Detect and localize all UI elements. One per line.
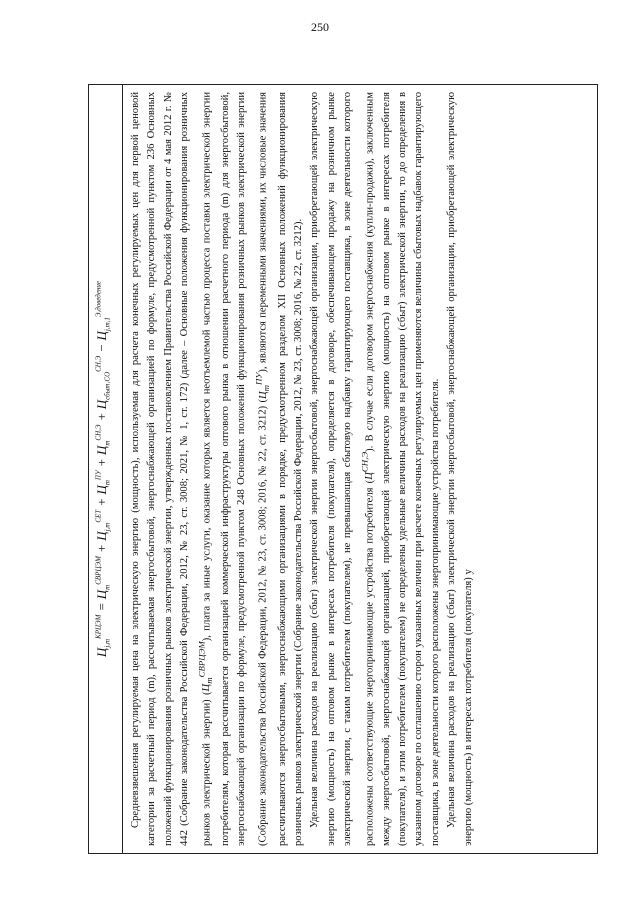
- formula-term-2: $Ц_{j,m}^{СЕТ}$: [94, 509, 112, 541]
- rotated-page-content: [88, 84, 598, 854]
- symbol-pu: $Ц_m^{ПУ}$: [253, 372, 272, 399]
- paragraph-1: Средневзвешенная регулируемая цена на электрическую энергию (мощность), используемая для расчета конечных регулируемых цен для первой ценовой категории за расчетный период (m), рассчитываемая энергосбытовой, энергоснабжающей организацией по формуле, предусмотренной пунктом 236 Основных положений функционирования розничных рынков электрической энергии, утвержденных постановлением Правительства Российской Федерации от 4 мая 2012 г. № 442 (Собрание законодательства Российской Федерации, 2012, № 23, ст. 3008; 2021, № 1, ст. 172) (далее – Основные положения функционирования розничных рынков электрической энергии) $(Ц_m^{СВРЦЭМ})$, плата за иные услуги, оказание которых является неотъемлемой частью процесса поставки электрической энергии потребителям, которая рассчитывается организацией коммерческой инфраструктуры оптового рынка в отношении расчетного периода (m) для энергосбытовой, энергоснабжающей организации по формуле, предусмотренной пунктом 248 Основных положений функционирования розничных рынков электрической энергии (Собрание законодательства Российской Федерации, 2012, № 23, ст. 3008; 2016, № 22, ст. 3212) $(Ц_m^{ПУ})$, являются переменными значениями, их числовые значения рассчитываются энергосбытовыми, энергоснабжающими организациями в порядке, предусмотренном разделом XII Основных положений функционирования розничных рынков электрической энергии (Собрание законодательства Российской Федерации, 2012, № 23, ст. 3008; 2016, № 22, ст. 3212).: [130, 91, 304, 846]
- paragraph-2: Удельная величина расходов на реализацию (сбыт) электрической энергии энергосбытовой, энергоснабжающей организации, приобретающей электрическую энергию (мощность) на оптовом рынке в интересах потребителя (покупателя), определяется в договоре, обеспечивающем продажу на розничном рынке электрической энергии, с таким потребителем (покупателем), не превышающая сбытовую надбавку гарантирующего поставщика, в зоне деятельности которого расположены соответствующие энергопринимающие устройства потребителя $(Ц^{СН,Э})$. В случае если договором энергоснабжения (купли-продажи), заключенным между энергосбытовой, энергоснабжающей организацией, приобретающей электрическую энергию (мощность) на оптовом рынке в интересах потребителя (покупателя), и этим потребителем (покупателем) не определены удельные величины расходов на реализацию (сбыт) электрической энергии, то до определения в указанном договоре по соглашению сторон указанных величин при расчете конечных регулируемых цен применяются величины сбытовых надбавок гарантирующего поставщика, в зоне деятельности которого расположены энергопринимающие устройства потребителя.: [309, 91, 441, 846]
- symbol-svrtsem: $Ц_m^{СВРЦЭМ}$: [196, 641, 215, 692]
- page-number: 250: [311, 20, 329, 34]
- formula-term-6: $Ц_{j,m,1}^{Э,доведение}$: [94, 280, 112, 341]
- price-formula: $Ц_{j,m}^{КРЦЭМ} = Ц_m^{СВРЦЭМ} + Ц_{j,m}^{СЕТ} + Ц_m^{ПУ} + Ц_m^{СН,Э} + Ц_{сбыт,СО}^{СН,Э} - Ц_{j,m,1}^{Э,доведение}$: [94, 280, 112, 658]
- formula-divider: [122, 84, 123, 854]
- paragraph-3: Удельная величина расходов на реализацию (сбыт) электрической энергии энергосбытовой, энергоснабжающей организации, приобретающей электрическую энергию (мощность) в интересах потребителя (покупателя) у: [446, 92, 474, 846]
- formula-term-1: $Ц_m^{СВРЦЭМ}$: [94, 556, 112, 600]
- body-text: [128, 92, 477, 846]
- formula-lhs: $Ц_{j,m}^{КРЦЭМ}$: [94, 614, 112, 658]
- formula-term-4: $Ц_m^{СН,Э}$: [94, 424, 112, 456]
- formula-term-5: $Ц_{сбыт,СО}^{СН,Э}$: [94, 355, 112, 410]
- symbol-sne: $Ц^{СН,Э}$: [359, 451, 376, 480]
- formula-term-3: $Ц_m^{ПУ}$: [94, 470, 112, 495]
